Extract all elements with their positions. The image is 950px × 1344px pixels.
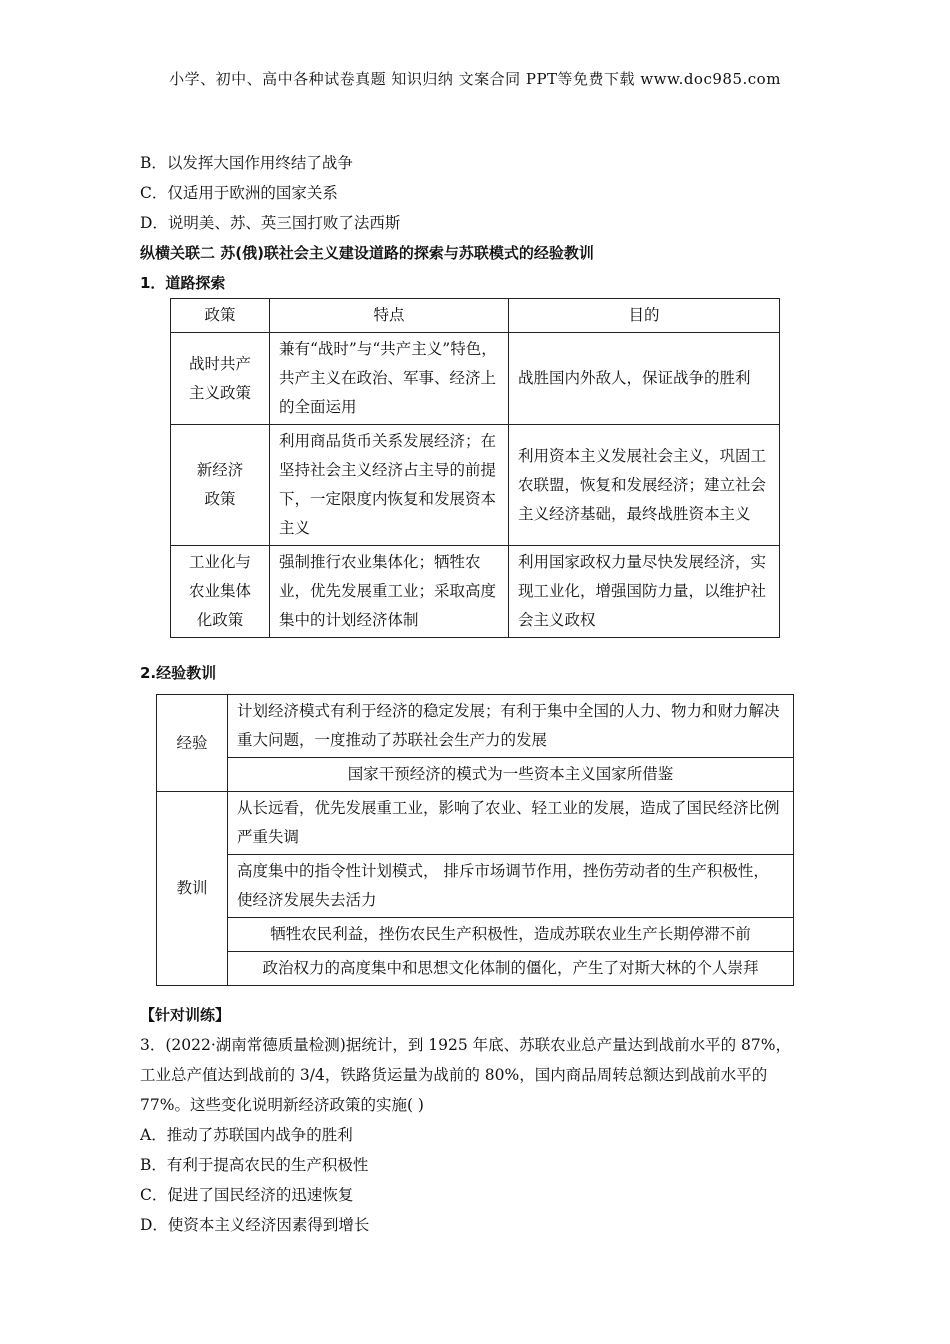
- header-cell: 目的: [509, 299, 780, 333]
- answer-option-d: D．使资本主义经济因素得到增长: [140, 1216, 370, 1234]
- page-header: 小学、初中、高中各种试卷真题 知识归纳 文案合同 PPT等免费下载 www.doc985.com: [169, 70, 781, 88]
- question-line: 3．(2022·湖南常德质量检测)据统计，到 1925 年底、苏联农业总产量达到战前水平的 87%，: [140, 1036, 792, 1054]
- policy-name-line: 工业化与: [188, 553, 251, 571]
- policy-name-line: 农业集体: [188, 582, 251, 600]
- policy-name-line: 战时共产: [188, 354, 251, 373]
- lessons-table: [156, 694, 794, 986]
- answer-option-c: C．促进了国民经济的迅速恢复: [140, 1186, 354, 1204]
- table-row: [157, 918, 794, 952]
- policy-cell: [171, 546, 270, 638]
- policy-name-line: 政策: [204, 490, 236, 508]
- header-cell: 政策: [171, 299, 270, 333]
- table-row: [171, 546, 780, 638]
- experience-item: 国家干预经济的模式为一些资本主义国家所借鉴: [228, 758, 794, 792]
- table-row: [157, 695, 794, 758]
- question-line: 工业总产值达到战前的 3/4，铁路货运量为战前的 80%，国内商品周转总额达到战前水平的: [140, 1066, 768, 1084]
- training-title: 【针对训练】: [140, 1006, 231, 1024]
- policy-table: [170, 298, 780, 638]
- answer-option-b: B．有利于提高农民的生产积极性: [140, 1156, 369, 1174]
- policy-name-line: 化政策: [196, 611, 244, 629]
- lesson-item: 从长远看，优先发展重工业，影响了农业、轻工业的发展，造成了国民经济比例严重失调: [228, 792, 794, 855]
- table-row: [171, 333, 780, 425]
- table-row: [157, 758, 794, 792]
- table-row: [157, 952, 794, 986]
- table-header-row: [171, 299, 780, 333]
- lesson-item: 牺牲农民利益，挫伤农民生产积极性，造成苏联农业生产长期停滞不前: [228, 918, 794, 952]
- lesson-label: 教训: [157, 792, 228, 986]
- policy-cell: [171, 333, 270, 425]
- answer-option-a: A．推动了苏联国内战争的胜利: [140, 1126, 353, 1144]
- lesson-item: 高度集中的指令性计划模式， 排斥市场调节作用，挫伤劳动者的生产积极性，使经济发展失去活力: [228, 855, 794, 918]
- experience-label: 经验: [157, 695, 228, 792]
- features-cell: 利用商品货币关系发展经济；在坚持社会主义经济占主导的前提下，一定限度内恢复和发展资本主义: [270, 425, 509, 546]
- features-cell: 兼有“战时”与“共产主义”特色，共产主义在政治、军事、经济上的全面运用: [270, 333, 509, 425]
- subsection-road-exploration: 1．道路探索: [140, 274, 226, 292]
- purpose-cell: 利用资本主义发展社会主义，巩固工农联盟，恢复和发展经济；建立社会主义经济基础，最终战胜资本主义: [509, 425, 780, 546]
- question-line: 77%。这些变化说明新经济政策的实施( ): [140, 1096, 424, 1114]
- page-content: [140, 148, 820, 1240]
- features-cell: 强制推行农业集体化；牺牲农业，优先发展重工业；采取高度集中的计划经济体制: [270, 546, 509, 638]
- option-b: B．以发挥大国作用终结了战争: [140, 154, 353, 172]
- table-row: [171, 425, 780, 546]
- option-d: D．说明美、苏、英三国打败了法西斯: [140, 214, 401, 232]
- policy-name-line: 新经济: [196, 461, 244, 479]
- table-row: [157, 855, 794, 918]
- purpose-cell: 利用国家政权力量尽快发展经济，实现工业化，增强国防力量，以维护社会主义政权: [509, 546, 780, 638]
- purpose-cell: 战胜国内外敌人，保证战争的胜利: [509, 333, 780, 425]
- subsection-lessons: 2.经验教训: [140, 664, 217, 682]
- policy-cell: [171, 425, 270, 546]
- table-row: [157, 792, 794, 855]
- section-title: 纵横关联二 苏(俄)联社会主义建设道路的探索与苏联模式的经验教训: [140, 244, 594, 262]
- policy-name-line: 主义政策: [188, 383, 251, 402]
- experience-item: 计划经济模式有利于经济的稳定发展；有利于集中全国的人力、物力和财力解决重大问题，一度推动了苏联社会生产力的发展: [228, 695, 794, 758]
- header-cell: 特点: [270, 299, 509, 333]
- lesson-item: 政治权力的高度集中和思想文化体制的僵化，产生了对斯大林的个人崇拜: [228, 952, 794, 986]
- option-c: C．仅适用于欧洲的国家关系: [140, 184, 338, 202]
